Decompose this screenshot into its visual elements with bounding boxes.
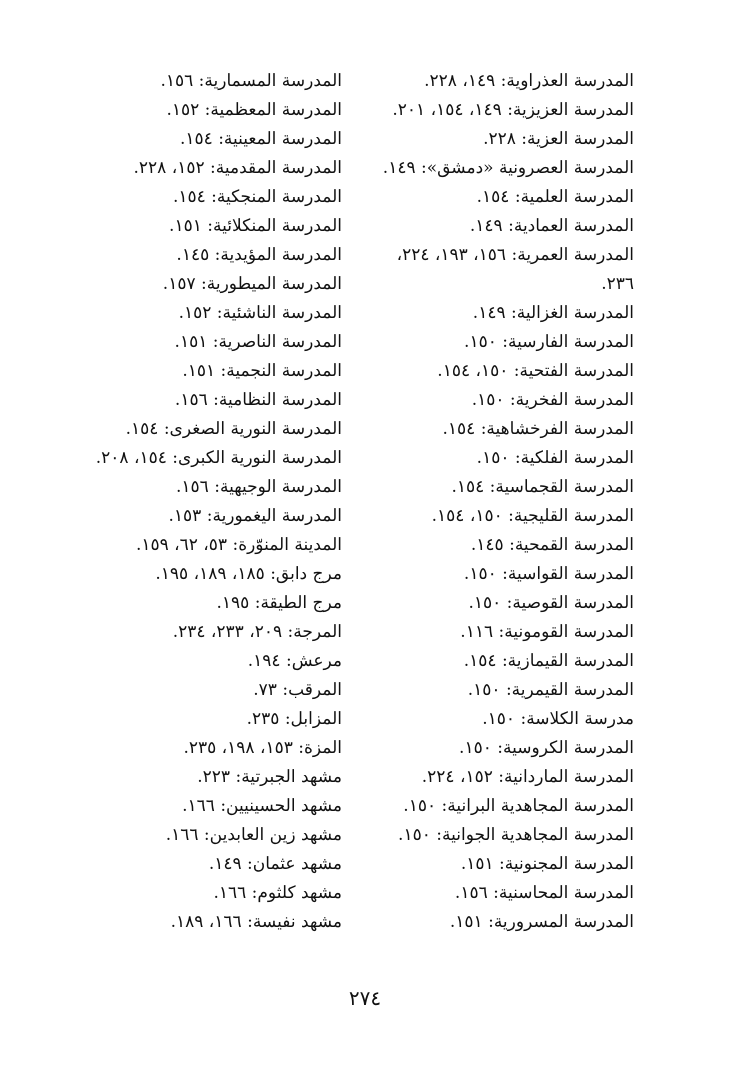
index-entry: المدرسة القومونية: ١١٦. [460,622,634,642]
index-entry: المدرسة النجمية: ١٥١. [182,361,342,381]
index-entry: المدرسة القمحية: ١٤٥. [470,535,634,555]
index-entry: المدرسة الناصرية: ١٥١. [174,332,342,352]
index-entry: المدرسة الميطورية: ١٥٧. [162,274,342,294]
index-entry: المدرسة الفارسية: ١٥٠. [464,332,634,352]
index-entry: مرعش: ١٩٤. [247,651,342,671]
index-entry: المدرسة المؤيدية: ١٤٥. [176,245,342,265]
index-entry: المدرسة المعظمية: ١٥٢. [166,100,342,120]
index-entry: المدرسة النظامية: ١٥٦. [174,390,342,410]
index-entry: المدرسة الفلكية: ١٥٠. [476,448,634,468]
index-entry: المدرسة العصرونية «دمشق»: ١٤٩. [382,158,634,178]
index-entry: مرج الطيقة: ١٩٥. [216,593,342,613]
index-entry: المدرسة العمرية: ١٥٦، ١٩٣، ٢٢٤، [396,245,634,265]
index-entry: مشهد زين العابدين: ١٦٦. [165,825,342,845]
index-entry: مشهد كلثوم: ١٦٦. [213,883,342,903]
index-entry: المدرسة المجنونية: ١٥١. [460,854,634,874]
index-entry: المدرسة الفخرية: ١٥٠. [471,390,634,410]
index-entry: مشهد عثمان: ١٤٩. [208,854,342,874]
index-entry: المدرسة المنكلائية: ١٥١. [169,216,342,236]
index-entry: المدرسة القجماسية: ١٥٤. [451,477,634,497]
index-entry: المدرسة العلمية: ١٥٤. [476,187,634,207]
index-entry: المدرسة الغزالية: ١٤٩. [472,303,634,323]
index-entry: مشهد الحسينيين: ١٦٦. [182,796,342,816]
index-column-right [334,67,634,937]
index-column-left [12,67,342,937]
index-entry: المدرسة الفرخشاهية: ١٥٤. [442,419,634,439]
index-entry: المرجة: ٢٠٩، ٢٣٣، ٢٣٤. [172,622,342,642]
index-entry: المدرسة القيمازية: ١٥٤. [463,651,634,671]
index-entry: المدرسة اليغمورية: ١٥٣. [168,506,342,526]
index-entry: المدرسة القوصية: ١٥٠. [468,593,634,613]
index-entry: المدرسة العمادية: ١٤٩. [469,216,634,236]
index-entry: ٢٣٦. [601,274,634,294]
index-entry: مشهد نفيسة: ١٦٦، ١٨٩. [170,912,342,932]
index-entry: المدرسة النورية الصغرى: ١٥٤. [125,419,342,439]
index-entry: مرج دابق: ١٨٥، ١٨٩، ١٩٥. [155,564,342,584]
index-entry: المدرسة الكروسية: ١٥٠. [459,738,634,758]
index-entry: المرقب: ٧٣. [253,680,342,700]
index-entry: المدرسة النورية الكبرى: ١٥٤، ٢٠٨. [95,448,342,468]
index-entry: المدرسة المحاسنية: ١٥٦. [454,883,634,903]
index-entry: المدرسة العزية: ٢٢٨. [483,129,634,149]
index-entry: المدرسة المجاهدية الجوانية: ١٥٠. [398,825,634,845]
index-entry: المزابل: ٢٣٥. [246,709,342,729]
index-entry: المدرسة القليجية: ١٥٠، ١٥٤. [431,506,634,526]
index-entry: المدرسة القواسية: ١٥٠. [463,564,634,584]
page-number: ٢٧٤ [348,986,382,1010]
index-entry: المدرسة الفتحية: ١٥٠، ١٥٤. [437,361,634,381]
index-entry: المدرسة المسرورية: ١٥١. [449,912,634,932]
index-entry: مشهد الجبرتية: ٢٢٣. [197,767,342,787]
index-entry: المدرسة الوجيهية: ١٥٦. [176,477,342,497]
index-entry: المدرسة المسمارية: ١٥٦. [160,71,342,91]
index-entry: المدرسة المجاهدية البرانية: ١٥٠. [403,796,634,816]
index-entry: المدرسة المنجكية: ١٥٤. [172,187,342,207]
index-entry: المدرسة الماردانية: ١٥٢، ٢٢٤. [421,767,634,787]
index-entry: المزة: ١٥٣، ١٩٨، ٢٣٥. [183,738,342,758]
index-entry: مدرسة الكلاسة: ١٥٠. [482,709,634,729]
index-entry: المدرسة القيمرية: ١٥٠. [467,680,634,700]
index-entry: المدرسة المقدمية: ١٥٢، ٢٢٨. [133,158,342,178]
index-entry: المدرسة المعينية: ١٥٤. [179,129,342,149]
index-entry: المدينة المنوّرة: ٥٣، ٦٢، ١٥٩. [135,535,342,555]
index-entry: المدرسة الناشئية: ١٥٢. [178,303,342,323]
index-entry: المدرسة العزيزية: ١٤٩، ١٥٤، ٢٠١. [392,100,634,120]
index-entry: المدرسة العذراوية: ١٤٩، ٢٢٨. [424,71,634,91]
